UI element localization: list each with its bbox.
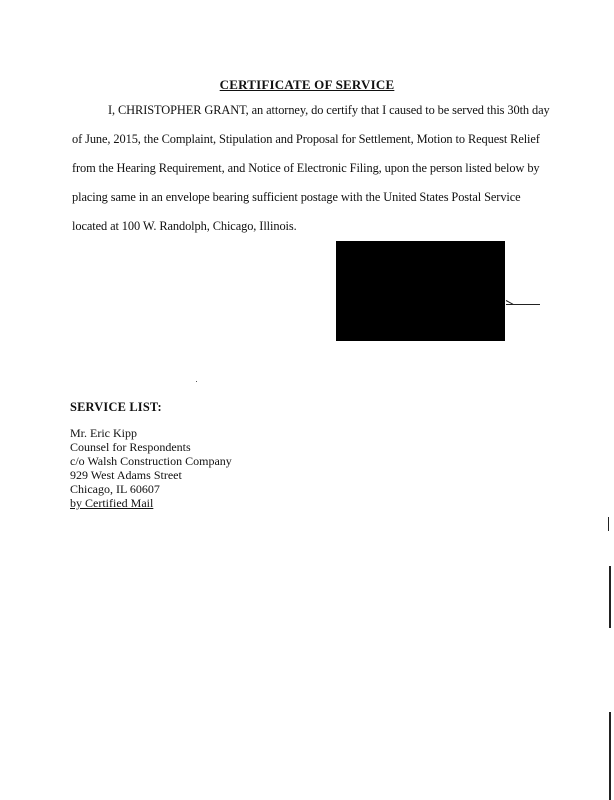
scan-edge-mark <box>609 712 611 800</box>
scan-edge-mark <box>608 517 609 531</box>
paragraph-line-3: from the Hearing Requirement, and Notice of Electronic Filing, upon the person listed below by <box>72 161 540 175</box>
service-list-line: Mr. Eric Kipp <box>70 426 137 440</box>
service-list-line: Chicago, IL 60607 <box>70 482 160 496</box>
paragraph-line-1: I, CHRISTOPHER GRANT, an attorney, do certify that I caused to be served this 30th day <box>108 103 550 117</box>
service-list-line: 929 West Adams Street <box>70 468 182 482</box>
document-title: CERTIFICATE OF SERVICE <box>219 77 395 92</box>
paragraph-line-5: located at 100 W. Randolph, Chicago, Illinois. <box>72 219 297 233</box>
scan-edge-mark <box>609 566 611 628</box>
service-list-line: c/o Walsh Construction Company <box>70 454 232 468</box>
paragraph-line-2: of June, 2015, the Complaint, Stipulation and Proposal for Settlement, Motion to Request Relief <box>72 132 540 146</box>
service-list-line: Counsel for Respondents <box>70 440 191 454</box>
service-method: by Certified Mail <box>70 496 154 510</box>
redacted-signature-block <box>336 241 505 341</box>
scan-speck <box>196 381 197 382</box>
paragraph-line-4: placing same in an envelope bearing sufficient postage with the United States Postal Service <box>72 190 521 204</box>
service-list-heading: SERVICE LIST: <box>70 400 162 414</box>
